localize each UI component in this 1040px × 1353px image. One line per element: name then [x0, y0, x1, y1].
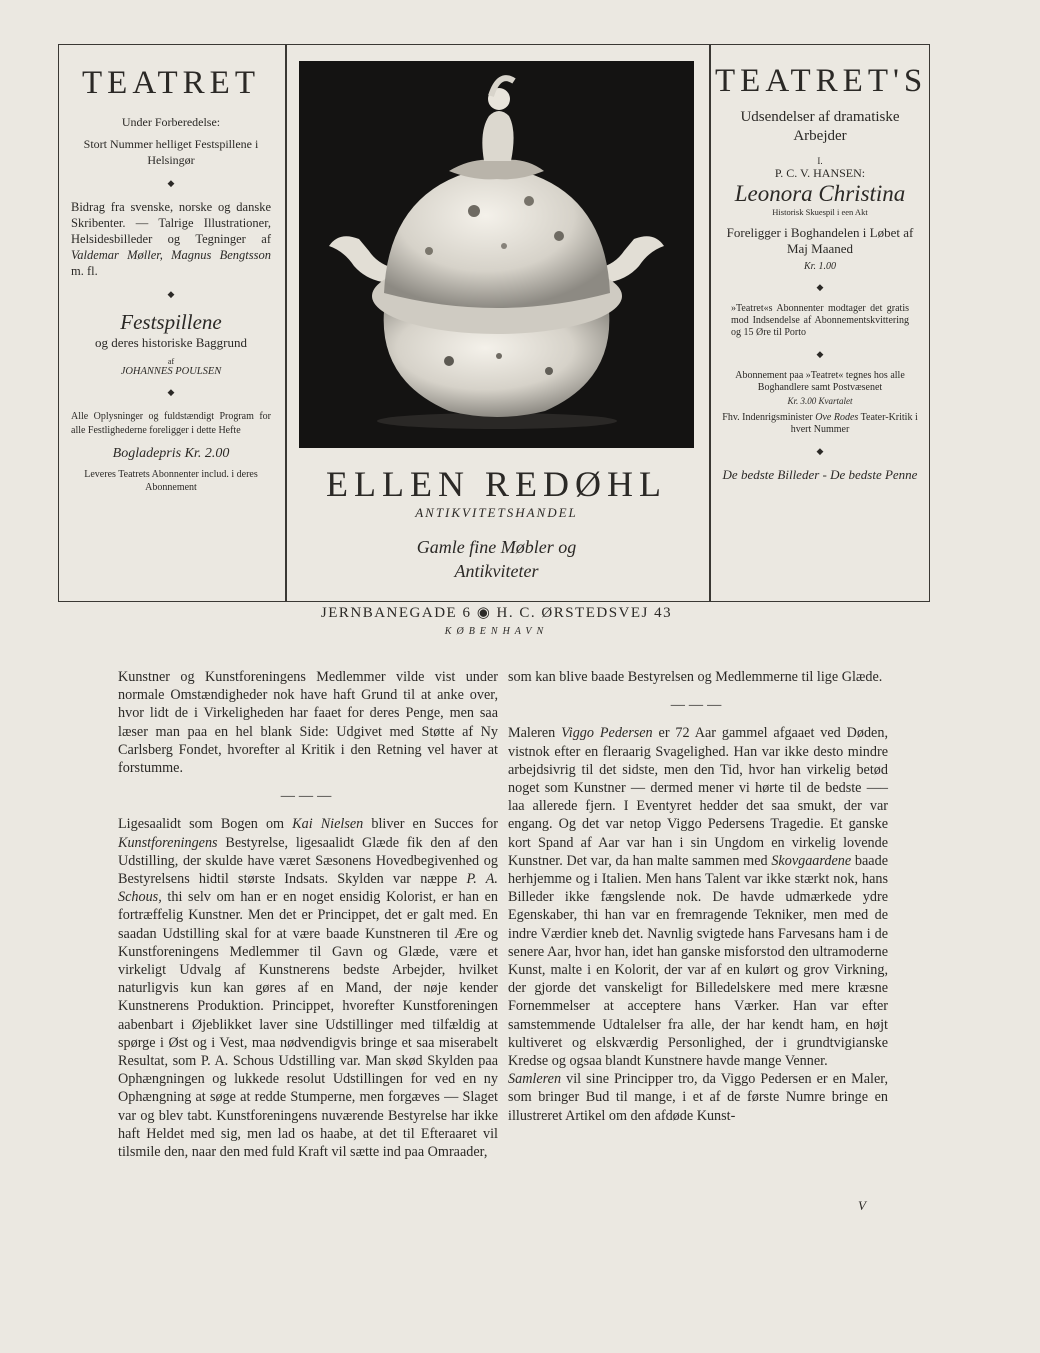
- tagline-line-2: Antikviteter: [454, 561, 539, 581]
- book-subtitle: og deres historiske Baggrund: [94, 335, 247, 350]
- column-divider: [285, 45, 287, 601]
- ornament-icon: ◆: [816, 282, 824, 292]
- page-folio: V: [858, 1198, 866, 1213]
- book-title: Festspillene: [120, 310, 222, 334]
- subscriber-offer: »Teatret«s Abonnenter modtager det gratis mod Indsendelse af Abonnementskvittering og 15 Øre til Porto: [731, 303, 909, 338]
- section-separator: ———: [280, 788, 336, 805]
- feature-text: Stort Nummer helliget Festspillene i Helsingør: [83, 137, 259, 167]
- play-author: P. C. V. HANSEN:: [774, 166, 866, 180]
- subscription-info: Abonnement paa »Teatret« tegnes hos alle Boghandlere samt Postvæsenet: [735, 370, 905, 393]
- ornament-icon: ◆: [167, 178, 175, 188]
- ornament-icon: ◆: [816, 349, 824, 359]
- teatret-festival-ad: [71, 45, 271, 494]
- availability: Foreligger i Boghandelen i Løbet af Maj Maaned: [726, 225, 914, 256]
- contributors-text: Bidrag fra svenske, norske og danske Skribenter. — Talrige Illustrationer, Helsidesbilleder og Tegninger af Valdemar Møller, Magnus Bengtsson m. fl.: [71, 200, 271, 278]
- ornament-icon: ◆: [816, 446, 824, 456]
- tureen-photo: [299, 61, 694, 448]
- ad-title: TEATRET'S: [715, 63, 928, 99]
- play-price: Kr. 1.00: [804, 261, 836, 272]
- article-column-left: [118, 668, 498, 1161]
- book-af: af: [167, 357, 175, 366]
- series-title: Udsendelser af dramatiske Arbejder: [740, 109, 900, 144]
- ornament-icon: ◆: [167, 289, 175, 299]
- article-paragraph: Maleren Viggo Pedersen er 72 Aar gammel afgaaet ved Døden, vistnok efter en fleraarig Svagelighed. Han var ikke desto mindre arbejdsivrig til det sidste, men den Tid, hvor han virkelig betød noget som Kunstner — dermed mener vi hørte til de bedste —– laa allerede fjern. I Eventyret hedder det saa smukt, der var engang. Og det var netop Viggo Pedersens Tragedie. Et ganske kort Spand af Aar var han i sin Ungdom en virkelig lovende Kunstner. Det var, da han malte sammen med Skovgaardene baade herhjemme og i Italien. Men hans Talent var ikke stærkt nok, hans Billeder ikke fængslende nok. De havde udmærkede ydre Egenskaber, thi han var en fremragende Tekniker, men med de indre Værdier kneb det. Navnlig svigtede hans Farvesans ham i de senere Aar, hvor han, idet han ganske misforstod den ultramoderne Kunst, malte i en Kolorit, der var af en kulørt og grov Virkning, der gjorde det vanskeligt for Billedelskere med mere kræsne Fornemmelser at acceptere hans Værker. Han var efter samstemmende Udtalelser fra alle, der har kendt ham, en højt kultiveret og elskværdig Personlighed, der i grundtvigianske Kredse og ogsaa blandt Kunstnere havde mange Venner.: [508, 725, 888, 1070]
- quarterly-price: Kr. 3.00 Kvartalet: [787, 396, 853, 406]
- ornament-icon: ◆: [167, 387, 175, 397]
- critic-note: Fhv. Indenrigsminister Ove Rodes Teater-Kritik i hvert Nummer: [722, 412, 918, 435]
- series-number: I.: [817, 156, 823, 166]
- article-paragraph: som kan blive baade Bestyrelsen og Medlemmerne til lige Glæde.: [508, 669, 883, 685]
- article-paragraph: Kunstner og Kunstforeningens Medlemmer vilde vist under normale Omstændigheder nok have haft Grund til at anke over, hvor lidt de i Virkeligheden har faaet for deres Penge, men saa læser man paa en hel blank Side: Udgivet med Støtte af Ny Carlsberg Fondet, hvorefter al Kritik i den Retning vel haver at forstumme.: [118, 669, 498, 777]
- brand-name: ELLEN REDØHL: [326, 464, 667, 504]
- book-author: JOHANNES POULSEN: [120, 366, 222, 377]
- antique-dealer-ad: [299, 45, 694, 637]
- play-subtitle: Historisk Skuespil i een Akt: [772, 207, 868, 217]
- tagline-line-1: Gamle fine Møbler og: [416, 537, 577, 557]
- article-column-right: [508, 668, 888, 1125]
- article-paragraph: Ligesaalidt som Bogen om Kai Nielsen bliver en Succes for Kunstforeningens Bestyrelse, ligesaalidt Glæde fik den af den Udstilling, der skulde have været Sæsonens Hovedbegivenhed og Bestyrelsens hidtil største Indsats. Skylden var næppe P. A. Schous, thi selv om han er en noget ensidig Kolorist, er han en fortræffelig Kunstner. Men det er Princippet, det er galt med. En saadan Udstilling skal for at være baade Kunstneren til Ære og Kunstforeningens Medlemmer til Gavn og Glæde, være et virkeligt Udvalg af Kunstnerens bedste Arbejder, hvilket naturligvis kun kan gøres af en Mand, der nøje kender Kunstnerens Produktion. Princippet, hvorefter Kunstforeningen aabenbart i Øjeblikket laver sine Udstillinger med tilfældig at spørge i Øst og i Vest, maa nødvendigvis bringe et saa miserabelt Resultat, som P. A. Schous Udstilling var. Man skød Skylden paa Ophængningen og lukkede resolut Udstillingen for ved en ny Ophængning at søge at redde Stumperne, men forgæves — Slaget var og blev tabt. Kunstforeningens nuværende Bestyrelse har ikke haft Heldet med sig, men lad os haabe, at det til Efteraaret vil tilsmile den, naar den med fuld Kraft vil sætte ind paa Omraader,: [118, 816, 498, 1161]
- slogan: De bedste Billeder - De bedste Penne: [722, 467, 918, 482]
- shop-city: KØBENHAVN: [444, 626, 549, 637]
- prep-notice: Under Forberedelse:: [121, 115, 221, 129]
- section-separator: ———: [670, 697, 726, 714]
- ad-title: TEATRET: [82, 65, 260, 101]
- brand-subtitle: ANTIKVITETSHANDEL: [415, 505, 578, 520]
- column-divider: [709, 45, 711, 601]
- delivery-note: Leveres Teatrets Abonnenter includ. i deres Abonnement: [84, 469, 258, 493]
- book-price: Bogladepris Kr. 2.00: [112, 446, 230, 461]
- play-title: Leonora Christina: [734, 181, 906, 206]
- porcelain-tureen-image: [299, 61, 694, 448]
- advertisement-panel: [58, 44, 930, 637]
- article-paragraph: Samleren vil sine Principper tro, da Viggo Pedersen er en Maler, som bringer Bud til mange, i et af de første Numre bringe en illustreret Artikel om den afdøde Kunst-: [508, 1071, 888, 1124]
- teatret-publications-ad: [715, 45, 928, 483]
- book-description: Alle Oplysninger og fuldstændigt Program for alle Festlighederne foreligger i dette Hefte: [71, 411, 271, 436]
- shop-address: JERNBANEGADE 6 ◉ H. C. ØRSTEDSVEJ 43: [320, 605, 673, 621]
